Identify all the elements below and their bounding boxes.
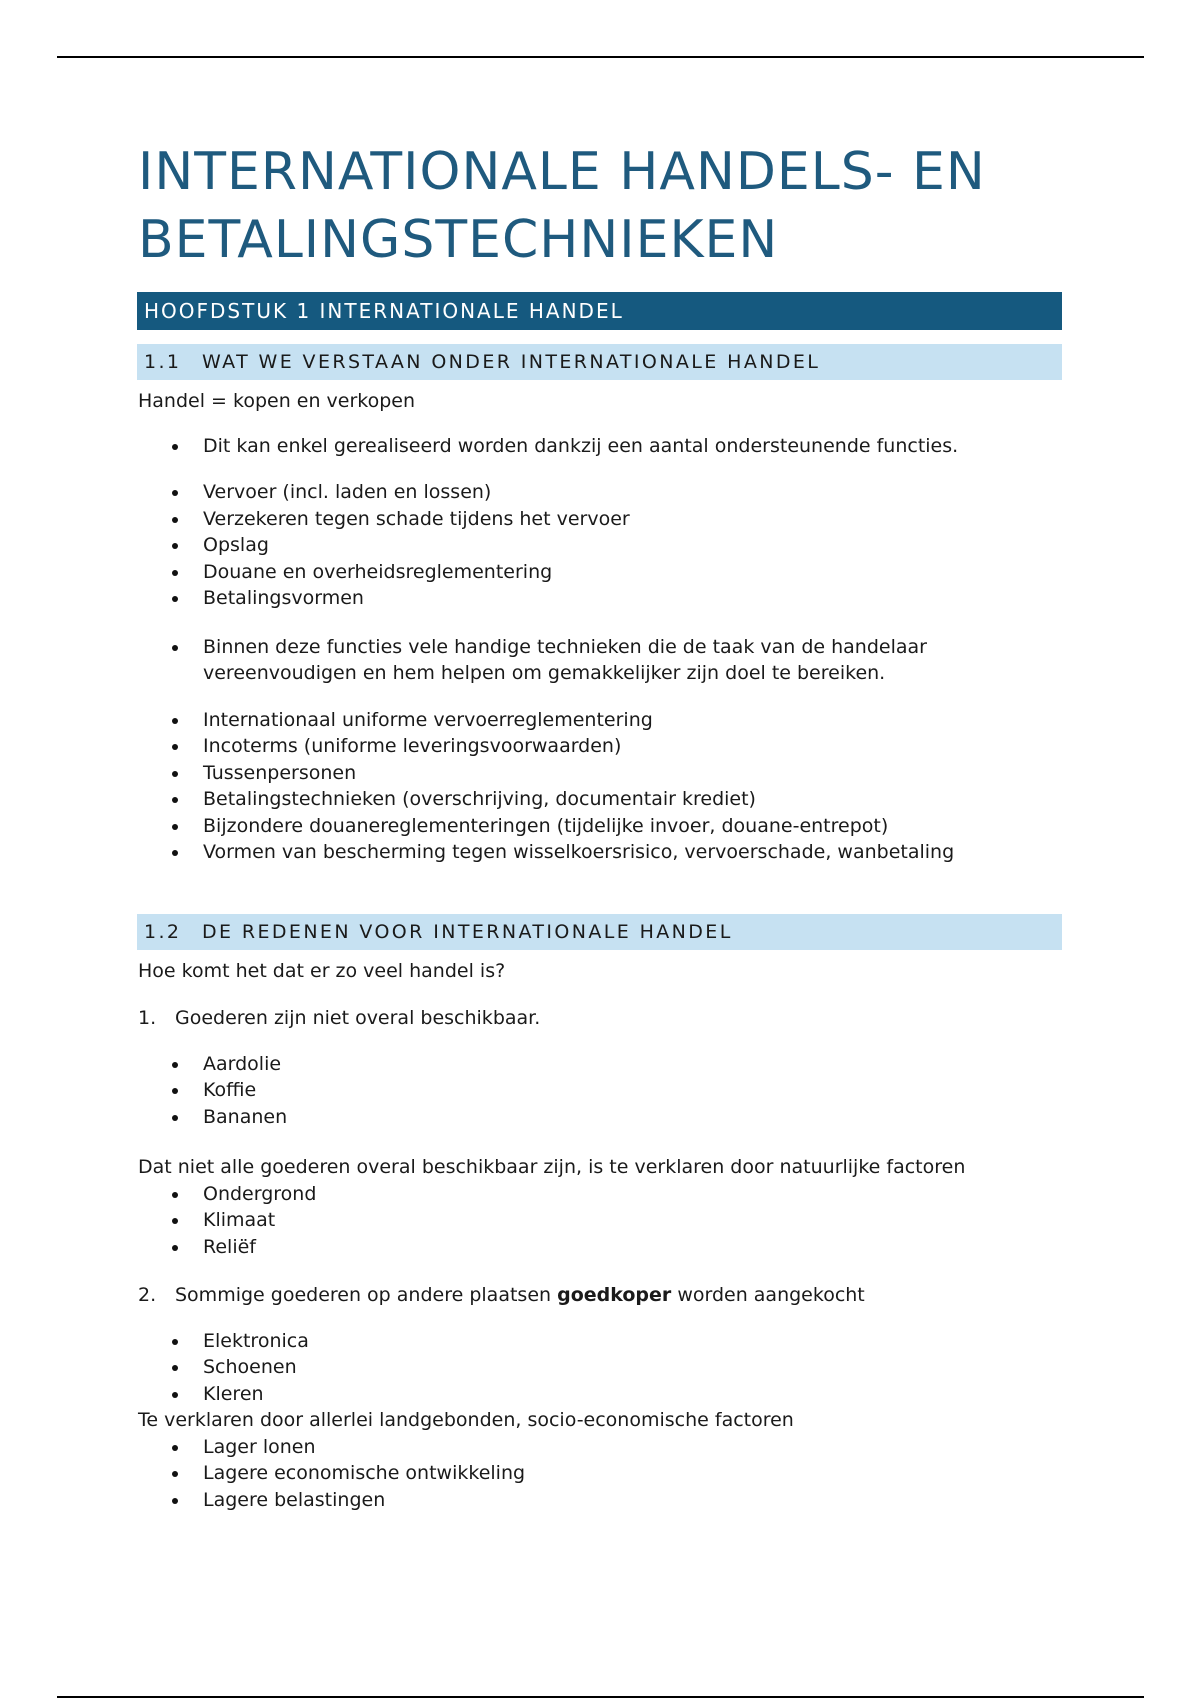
- bullet-list: [138, 634, 1062, 687]
- goods-list: [138, 1051, 1062, 1131]
- item-text-post: worden aangekocht: [671, 1284, 865, 1306]
- list-item-line: vereenvoudigen en hem helpen om gemakkelijker zijn doel te bereiken.: [203, 662, 886, 684]
- list-item: Koffie: [138, 1077, 1062, 1104]
- list-item: Kleren: [138, 1381, 1062, 1408]
- list-item: Betalingsvormen: [138, 585, 1062, 612]
- title-line-1: INTERNATIONALE HANDELS- EN: [138, 142, 986, 202]
- list-item: Opslag: [138, 532, 1062, 559]
- numbered-item-2: [138, 1282, 1062, 1309]
- section-title: WAT WE VERSTAAN ONDER INTERNATIONALE HANDEL: [202, 351, 821, 373]
- list-item: Schoenen: [138, 1354, 1062, 1381]
- list-item: [138, 634, 1062, 687]
- list-item: Betalingstechnieken (overschrijving, documentair krediet): [138, 786, 1062, 813]
- section-heading-1-2: [137, 914, 1062, 950]
- factors-list: [138, 1181, 1062, 1261]
- document-title: [138, 138, 1062, 274]
- section-number: 1.2: [144, 920, 182, 943]
- list-item: Ondergrond: [138, 1181, 1062, 1208]
- list-item: Douane en overheidsreglementering: [138, 559, 1062, 586]
- list-item: Incoterms (uniforme leveringsvoorwaarden): [138, 733, 1062, 760]
- title-line-2: BETALINGSTECHNIEKEN: [138, 210, 779, 270]
- list-item: Lagere economische ontwikkeling: [138, 1460, 1062, 1487]
- item-text: Goederen zijn niet overal beschikbaar.: [175, 1007, 541, 1029]
- list-item: Vervoer (incl. laden en lossen): [138, 479, 1062, 506]
- section-heading-1-1: [137, 344, 1062, 380]
- list-item: Bijzondere douanereglementeringen (tijdelijke invoer, douane-entrepot): [138, 813, 1062, 840]
- paragraph: Handel = kopen en verkopen: [138, 390, 416, 412]
- page-top-rule: [57, 56, 1144, 58]
- list-item: Lagere belastingen: [138, 1487, 1062, 1514]
- item-number: 2.: [138, 1284, 157, 1306]
- list-item-line: Binnen deze functies vele handige technieken die de taak van de handelaar: [203, 635, 927, 658]
- item-number: 1.: [138, 1007, 157, 1029]
- section-number: 1.1: [144, 351, 182, 373]
- list-item: Reliëf: [138, 1234, 1062, 1261]
- list-item: Aardolie: [138, 1051, 1062, 1078]
- list-item: Internationaal uniforme vervoerreglementering: [138, 707, 1062, 734]
- list-item: Dit kan enkel gerealiseerd worden dankzij een aantal ondersteunende functies.: [138, 433, 1062, 460]
- paragraph: Te verklaren door allerlei landgebonden, socio-economische factoren: [138, 1409, 794, 1431]
- list-item: Vormen van bescherming tegen wisselkoersrisico, vervoerschade, wanbetaling: [138, 839, 1062, 866]
- techniques-list: [138, 707, 1062, 866]
- factors-list: [138, 1434, 1062, 1514]
- list-item: Verzekeren tegen schade tijdens het vervoer: [138, 506, 1062, 533]
- bullet-list: [138, 433, 1062, 460]
- section-title: DE REDENEN VOOR INTERNATIONALE HANDEL: [202, 920, 733, 943]
- page-bottom-rule: [57, 1696, 1144, 1698]
- paragraph: Hoe komt het dat er zo veel handel is?: [138, 959, 506, 982]
- goods-list: [138, 1328, 1062, 1408]
- functions-list: [138, 479, 1062, 612]
- list-item: Bananen: [138, 1104, 1062, 1131]
- list-item: Klimaat: [138, 1207, 1062, 1234]
- item-text-pre: Sommige goederen op andere plaatsen: [175, 1284, 558, 1306]
- chapter-heading: HOOFDSTUK 1 INTERNATIONALE HANDEL: [137, 292, 1062, 330]
- list-item: Lager lonen: [138, 1434, 1062, 1461]
- numbered-item-1: [138, 1005, 1062, 1032]
- list-item: Elektronica: [138, 1328, 1062, 1355]
- item-text-bold: goedkoper: [557, 1284, 672, 1306]
- document-body: [138, 138, 1062, 1513]
- paragraph: Dat niet alle goederen overal beschikbaar zijn, is te verklaren door natuurlijke factoren: [138, 1156, 966, 1178]
- list-item: Tussenpersonen: [138, 760, 1062, 787]
